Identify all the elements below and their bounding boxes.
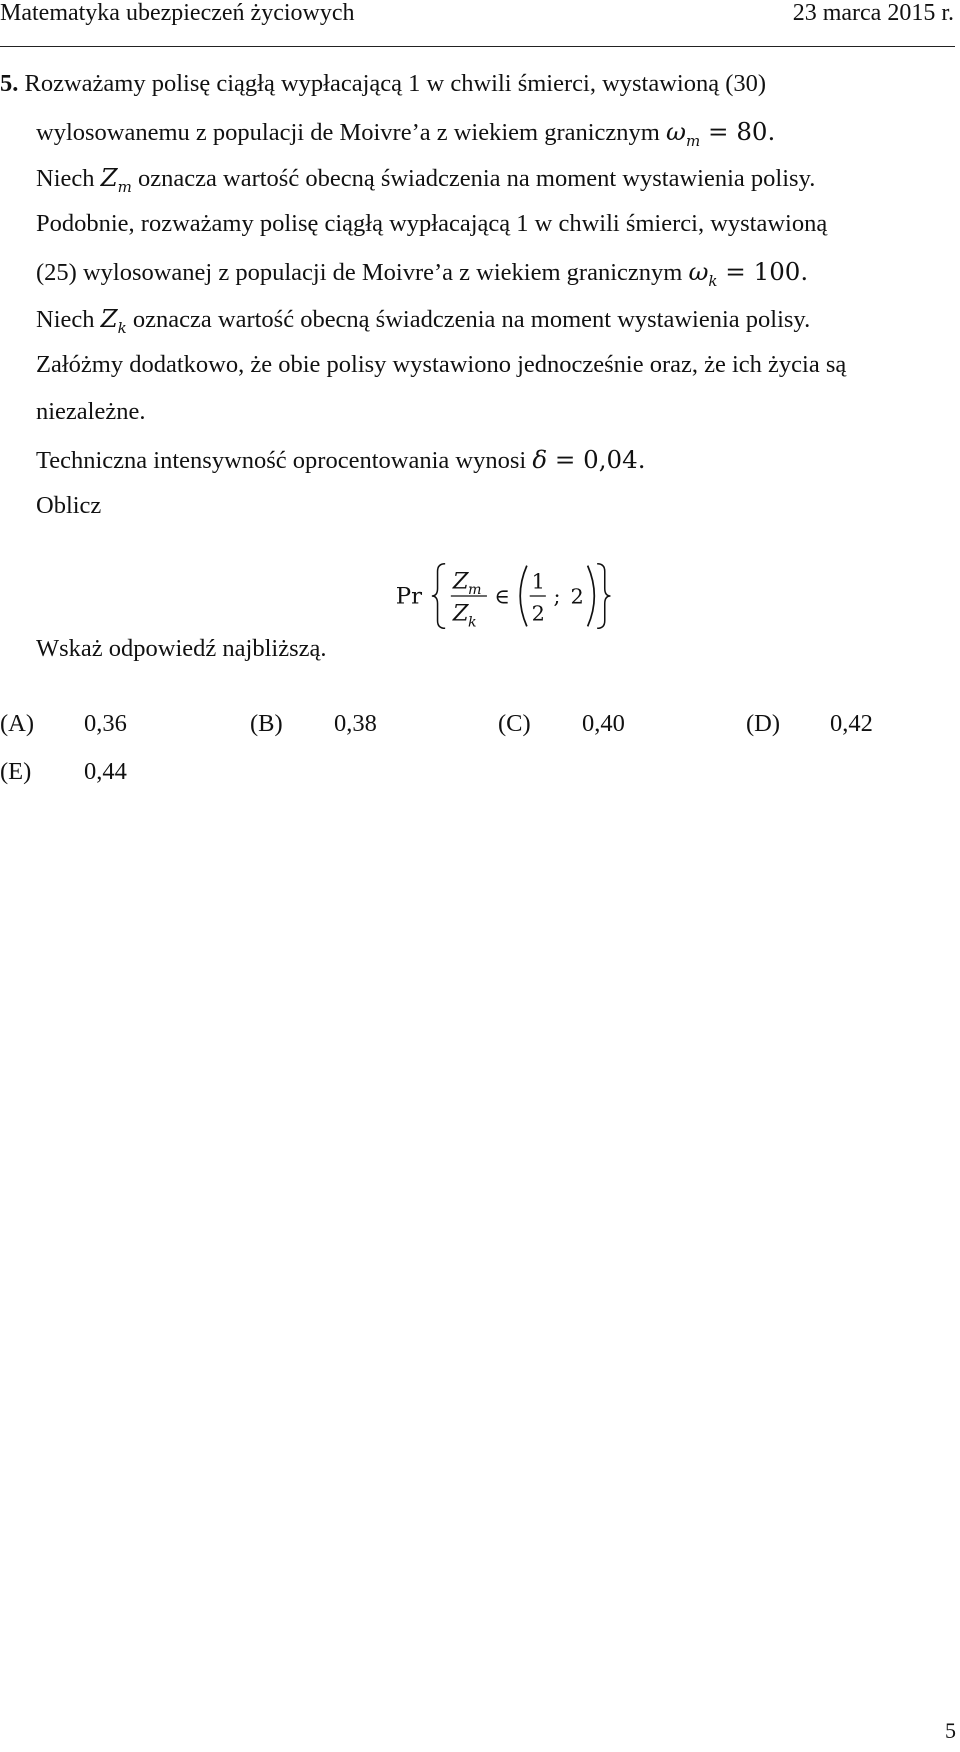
formula-den: Z bbox=[452, 600, 469, 627]
z-m: $Z_m$ bbox=[100, 163, 132, 196]
page-number: 5 bbox=[945, 1718, 956, 1743]
problem-line-1 bbox=[0, 70, 766, 98]
answer-c-value: 0,40 bbox=[582, 710, 625, 737]
header-rule bbox=[0, 46, 955, 47]
answer-b-label: (B) bbox=[250, 710, 283, 737]
header-title: Matematyka ubezpieczeń życiowych bbox=[0, 0, 355, 26]
formula-den-sub: k bbox=[467, 614, 477, 631]
right-brace bbox=[597, 564, 610, 629]
answer-d-value: 0,42 bbox=[830, 710, 873, 737]
problem-line-10: Oblicz bbox=[36, 492, 102, 519]
answer-a-value: 0,36 bbox=[84, 710, 127, 737]
problem-text: Rozważamy polisę ciągłą wypłacającą 1 w chwili śmierci, wystawioną (30) bbox=[24, 70, 767, 97]
answer-b-value: 0,38 bbox=[334, 710, 377, 737]
formula-num: Z bbox=[452, 568, 469, 595]
formula-sep: ; bbox=[553, 584, 561, 609]
problem-line-5: (25) wylosowanej z populacji de Moivre’a z wiekiem granicznym $\omega_k = 100$. bbox=[36, 257, 809, 290]
omega-m: $\omega_m = 80$. bbox=[666, 117, 776, 150]
problem-number: 5. bbox=[0, 70, 19, 97]
delta: δ = 0,04. bbox=[532, 445, 646, 474]
formula-num-sub: m bbox=[467, 582, 482, 599]
formula-frac-den: 2 bbox=[531, 601, 545, 626]
formula-upper: 2 bbox=[570, 584, 584, 609]
probability-formula bbox=[390, 558, 620, 634]
answer-e-label: (E) bbox=[0, 758, 32, 785]
answer-c-label: (C) bbox=[498, 710, 531, 737]
z-k: $Z_k$ bbox=[100, 304, 127, 337]
problem-line-6: Niech $Z_k$ oznacza wartość obecną świadczenia na moment wystawienia polisy. bbox=[36, 304, 811, 337]
omega-k: $\omega_k = 100$. bbox=[688, 257, 809, 290]
left-brace bbox=[432, 564, 445, 629]
answer-a-label: (A) bbox=[0, 710, 35, 737]
left-paren bbox=[520, 566, 527, 627]
problem-line-9: Techniczna intensywność oprocentowania wynosi δ = 0,04. bbox=[36, 445, 646, 474]
problem-line-2: wylosowanemu z populacji de Moivre’a z wiekiem granicznym $\omega_m = 80$. bbox=[36, 117, 776, 150]
formula-frac-num: 1 bbox=[531, 569, 545, 594]
right-paren bbox=[588, 566, 595, 627]
problem-line-8: niezależne. bbox=[36, 398, 146, 425]
answer-d-label: (D) bbox=[746, 710, 781, 737]
answer-e-value: 0,44 bbox=[84, 758, 127, 785]
problem-line-7: Załóżmy dodatkowo, że obie polisy wystawiono jednocześnie oraz, że ich życia są bbox=[36, 351, 847, 378]
formula-elem: ∈ bbox=[494, 584, 511, 609]
problem-line-3: Niech $Z_m$ oznacza wartość obecną świadczenia na moment wystawienia polisy. bbox=[36, 163, 816, 196]
problem-line-11: Wskaż odpowiedź najbliższą. bbox=[36, 635, 327, 662]
formula-pr: Pr bbox=[395, 583, 422, 610]
problem-line-4: Podobnie, rozważamy polisę ciągłą wypłacającą 1 w chwili śmierci, wystawioną bbox=[36, 210, 828, 237]
header-date: 23 marca 2015 r. bbox=[792, 0, 954, 26]
